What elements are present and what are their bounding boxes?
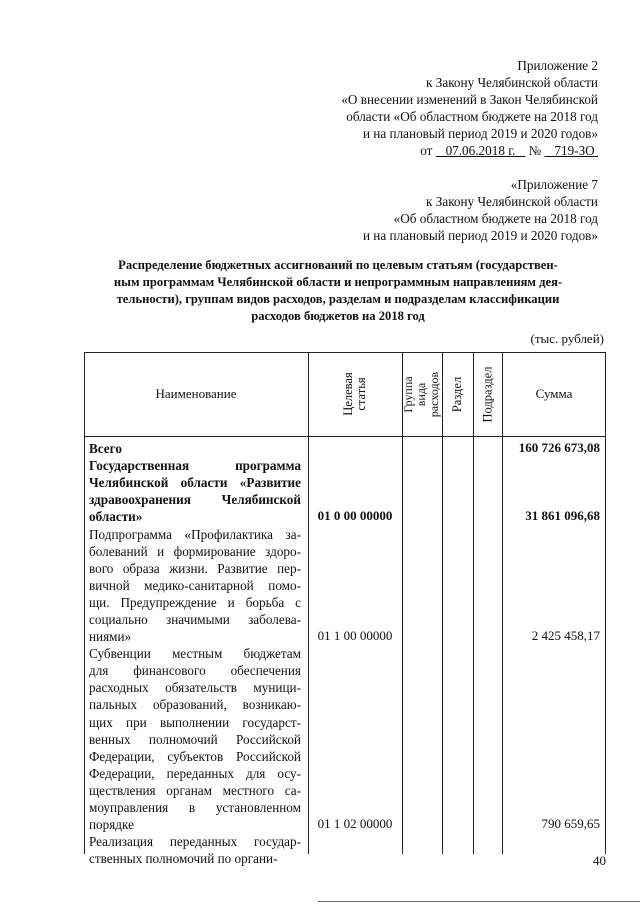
row-name-line: вичной медико-санитарной помо- [89,577,301,593]
date-prefix: от [420,143,433,158]
header-target-item: Целевая статья [341,372,368,416]
row-name [89,645,301,833]
row-target-item: 01 1 02 00000 [317,816,393,832]
appendix-2-line-5: и на плановый период 2019 и 2020 годов» [362,126,598,141]
row-name-line: социально значимыми заболева- [89,611,301,627]
row-name-line: моуправления в установленном [89,800,301,816]
table-header-border [84,436,606,437]
row-name-line: ственных полномочий по органи- [89,851,278,867]
row-name-line: Федерации, субъектов Российской [89,748,301,764]
header-expense-group: Группа вида расходов [401,371,442,417]
title-line-4: расходов бюджетов на 2018 год [251,309,425,323]
row-name-line: Субвенции местным бюджетам [89,646,301,662]
appendix-7-line-1: «Приложение 7 [510,177,598,192]
page-number: 40 [593,853,606,868]
appendix-2-line-3: «О внесении изменений в Закон Челябинской [341,92,598,107]
row-name-line: пальных образований, возникаю- [89,697,301,713]
appendix-2-line-2: к Закону Челябинской области [426,75,598,90]
law-date: 07.06.2018 г. [445,143,516,158]
row-name [89,457,301,525]
appendix-7-header [363,176,598,244]
header-name: Наименование [155,386,237,401]
scan-edge-line [318,901,640,902]
row-name-line: болеваний и формирование здоро- [89,543,301,559]
row-name [89,440,301,457]
number-prefix: № [528,143,542,158]
row-name [89,526,301,646]
row-target-item: 01 0 00 00000 [317,508,393,524]
law-date-number [341,142,598,159]
appendix-7-line-4: и на плановый период 2019 и 2020 годов» [362,228,598,243]
row-name-line: Челябинской области «Развитие [89,475,301,491]
appendix-2-line-1: Приложение 2 [517,58,598,73]
appendix-7-line-3: «Об областном бюджете на 2018 год [393,211,598,226]
appendix-7-line-2: к Закону Челябинской области [426,194,598,209]
law-number: 719-ЗО [554,143,595,158]
row-sum: 160 726 673,08 [518,440,600,455]
row-name-line: венных полномочий Российской [89,731,301,747]
row-name-line: Всего [89,441,122,456]
title-line-3: тельности), группам видов расходов, разделам и подразделам классификации [116,292,560,306]
row-name-line: для финансового обеспечения [89,663,301,679]
row-name-line: Реализация переданных государ- [89,834,301,850]
row-sum: 31 861 096,68 [525,508,600,524]
header-subsection: Подраздел [480,366,494,422]
row-name-line: Государственная программа [89,458,301,474]
row-name-line: Подпрограмма «Профилактика за- [89,526,301,542]
header-section: Раздел [450,376,465,412]
row-name-line: ществления органам местного са- [89,782,301,798]
row-name-line: порядке [89,817,134,833]
title-line-1: Распределение бюджетных ассигнований по целевым статьям (государствен- [118,258,558,272]
row-name-line: расходных обязательств муници- [89,680,301,696]
row-name [89,833,301,867]
row-name-line: щих при выполнении государст- [89,714,301,730]
row-name-line: ниями» [89,629,132,645]
document-title [88,257,588,325]
appendix-2-line-4: области «Об областном бюджете на 2018 год [346,109,598,124]
row-sum: 790 659,65 [541,816,600,832]
row-sum: 2 425 458,17 [531,628,600,644]
row-name-line: Федерации, переданных для осу- [89,765,301,781]
title-line-2: ным программам Челябинской области и непрограммным направлениям дея- [113,275,563,289]
units-label: (тыс. рублей) [530,331,604,346]
row-name-line: здравоохранения Челябинской [89,492,301,508]
appendix-2-header [341,57,598,159]
row-name-line: щи. Предупреждение и борьба с [89,594,301,610]
header-sum: Сумма [535,386,573,401]
row-name-line: области» [89,509,143,525]
row-target-item: 01 1 00 00000 [317,628,393,644]
row-name-line: вого образа жизни. Развитие пер- [89,560,301,576]
